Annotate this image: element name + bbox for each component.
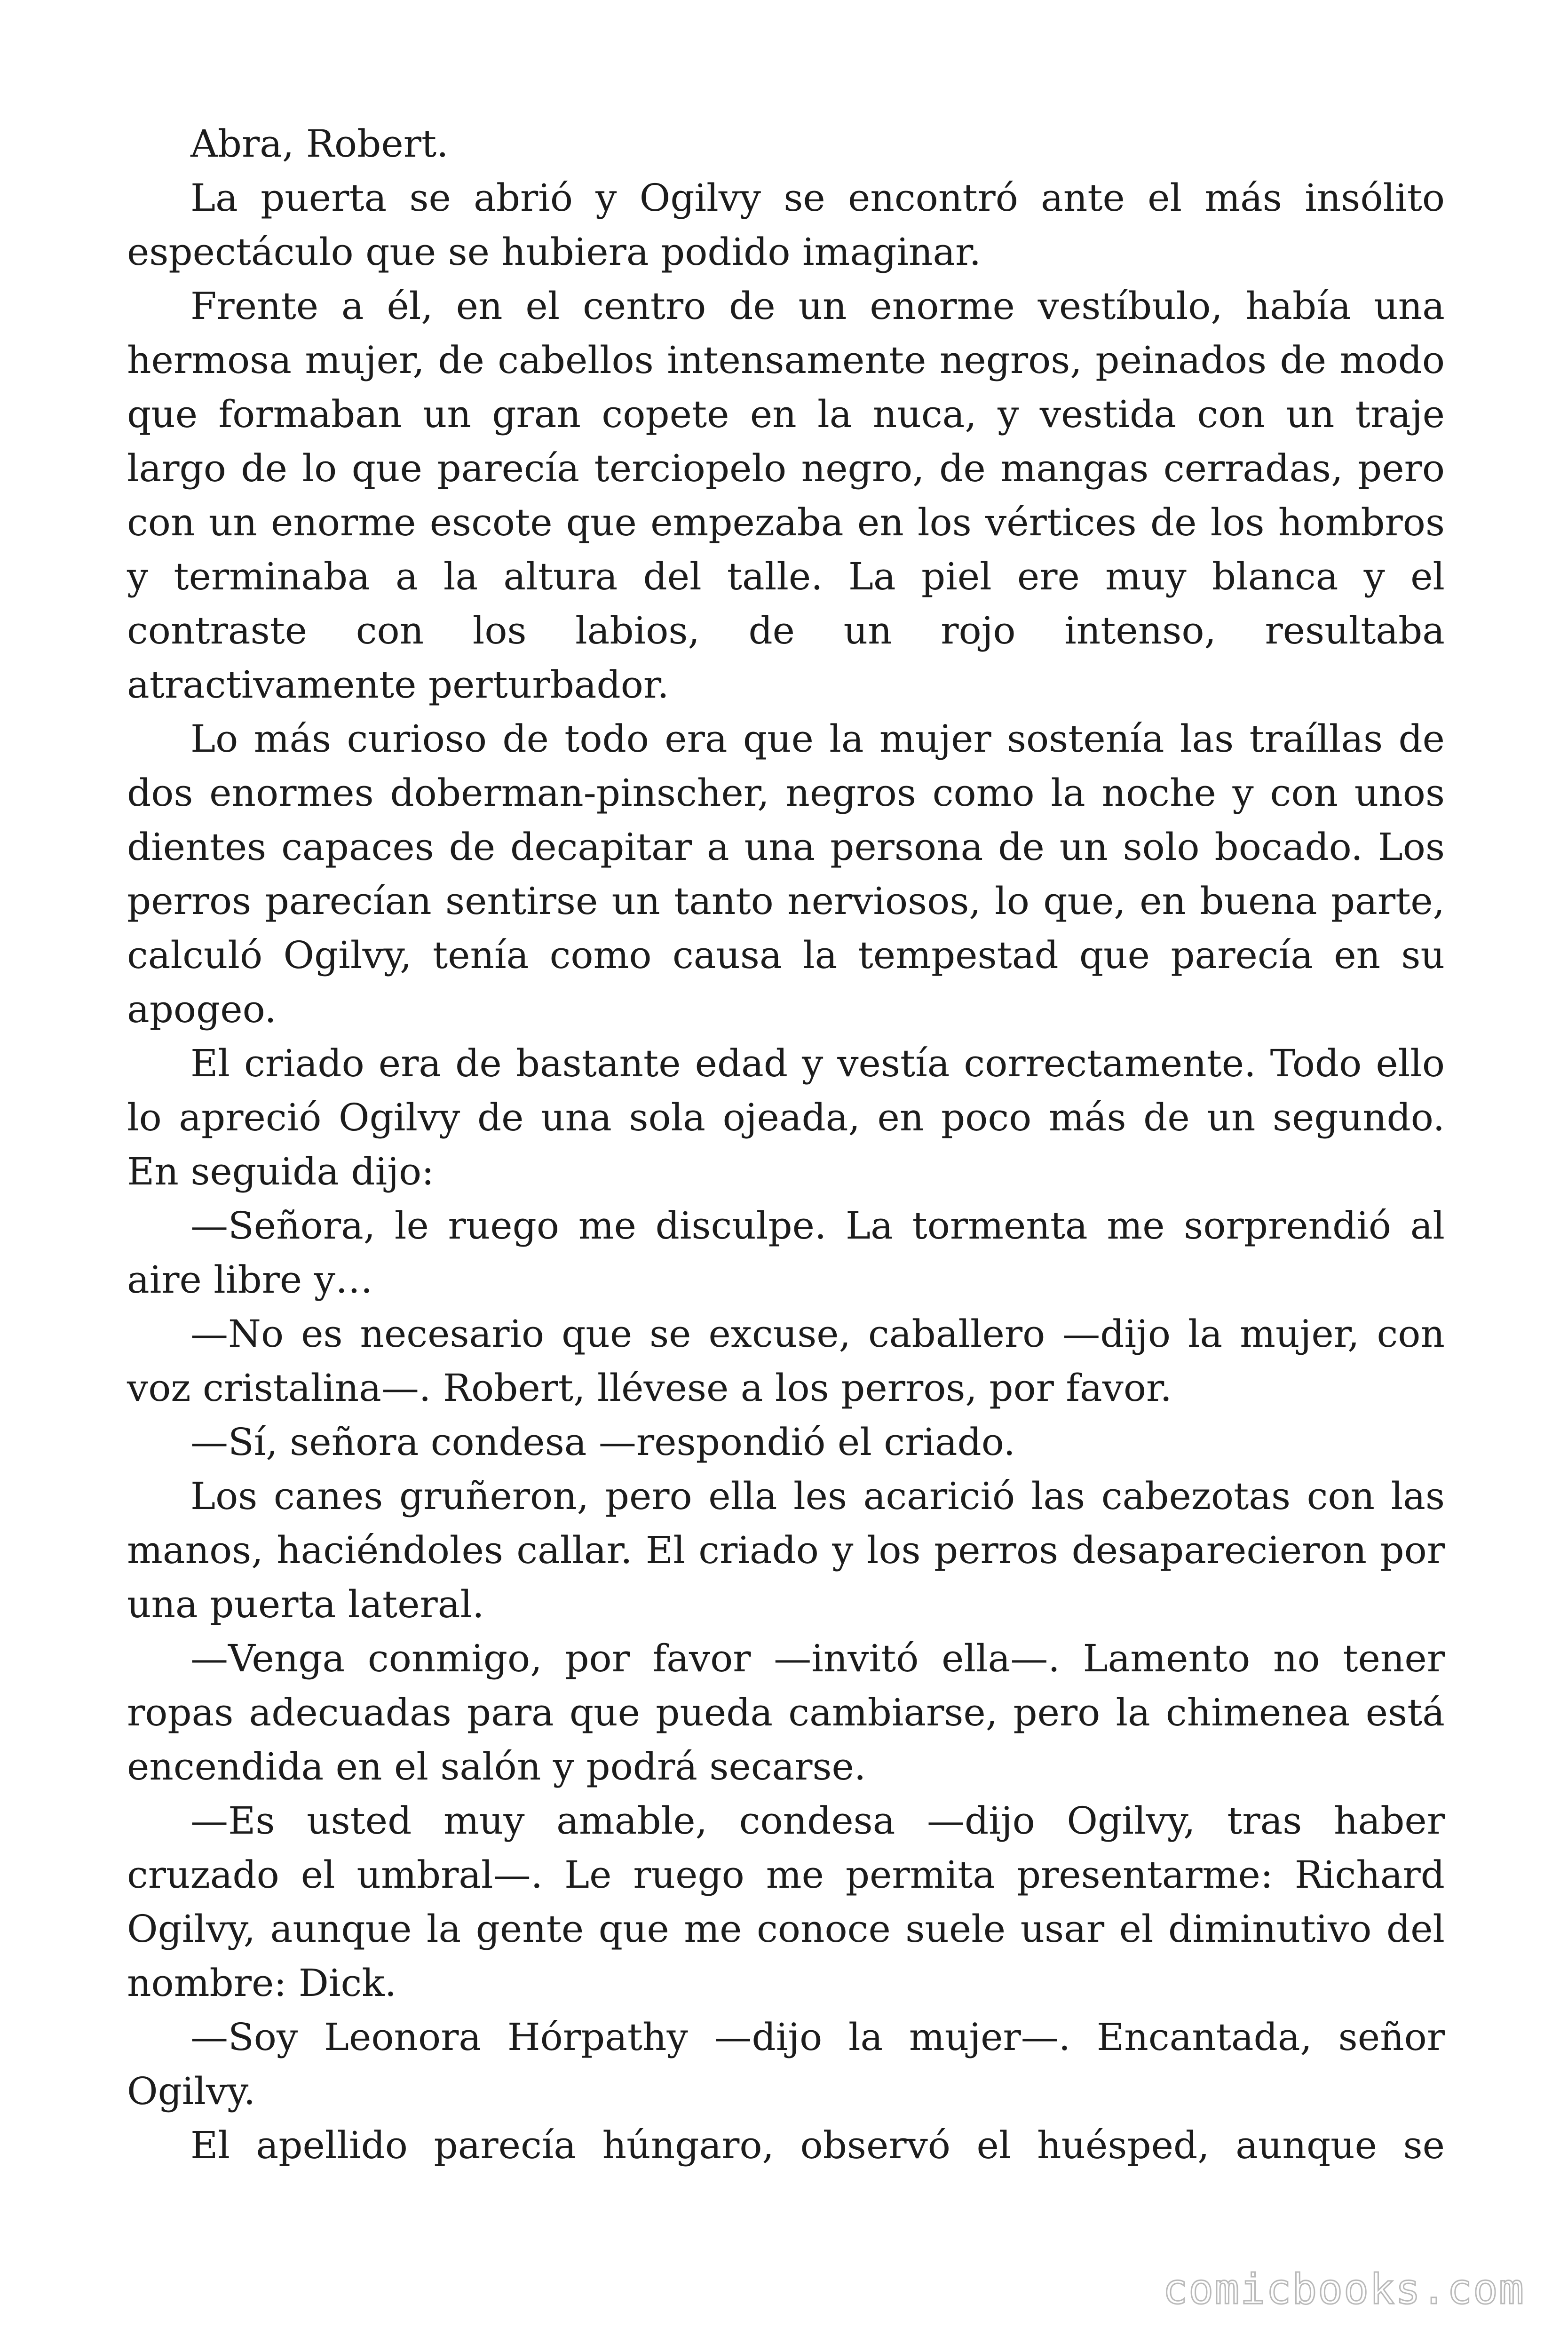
- page-text: [127, 117, 1445, 2172]
- paragraph: Frente a él, en el centro de un enorme vestíbulo, había una hermosa mujer, de cabellos intensamente negros, peinados de modo que formaban un gran copete en la nuca, y vestida con un traje largo de lo que parecía terciopelo negro, de mangas cerradas, pero con un enorme escote que empezaba en los vértices de los hombros y terminaba a la altura del talle. La piel ere muy blanca y el contraste con los labios, de un rojo intenso, resultaba atractivamente perturbador.: [127, 284, 1445, 707]
- paragraph: Lo más curioso de todo era que la mujer sostenía las traíllas de dos enormes doberman-pinscher, negros como la noche y con unos dientes capaces de decapitar a una persona de un solo bocado. Los perros parecían sentirse un tanto nerviosos, lo que, en buena parte, calculó Ogilvy, tenía como causa la tempestad que parecía en su apogeo.: [127, 717, 1445, 1031]
- paragraph: Los canes gruñeron, pero ella les acarició las cabezotas con las manos, haciéndoles callar. El criado y los perros desaparecieron por una puerta lateral.: [127, 1474, 1445, 1626]
- paragraph-last: El apellido parecía húngaro, observó el huésped, aunque se: [190, 2123, 1445, 2167]
- paragraph: La puerta se abrió y Ogilvy se encontró ante el más insólito espectáculo que se hubiera podido imaginar.: [127, 176, 1445, 274]
- paragraph: —Es usted muy amable, condesa —dijo Ogilvy, tras haber cruzado el umbral—. Le ruego me permita presentarme: Richard Ogilvy, aunque la gente que me conoce suele usar el diminutivo del nombre: Dick.: [127, 1799, 1445, 2005]
- paragraph: —Venga conmigo, por favor —invitó ella—. Lamento no tener ropas adecuadas para que pueda cambiarse, pero la chimenea está encendida en el salón y podrá secarse.: [127, 1637, 1445, 1788]
- paragraph: —No es necesario que se excuse, caballero —dijo la mujer, con voz cristalina—. Robert, llévese a los perros, por favor.: [127, 1312, 1445, 1410]
- paragraph: —Señora, le ruego me disculpe. La tormenta me sorprendió al aire libre y…: [127, 1204, 1445, 1302]
- paragraph: El criado era de bastante edad y vestía correctamente. Todo ello lo apreció Ogilvy de una sola ojeada, en poco más de un segundo. En seguida dijo:: [127, 1041, 1445, 1193]
- paragraph: —Sí, señora condesa —respondió el criado.: [190, 1420, 1015, 1464]
- watermark: comicbooks.com: [1163, 2265, 1525, 2313]
- paragraph: Abra, Robert.: [190, 122, 449, 166]
- paragraph: —Soy Leonora Hórpathy —dijo la mujer—. Encantada, señor Ogilvy.: [127, 2015, 1445, 2113]
